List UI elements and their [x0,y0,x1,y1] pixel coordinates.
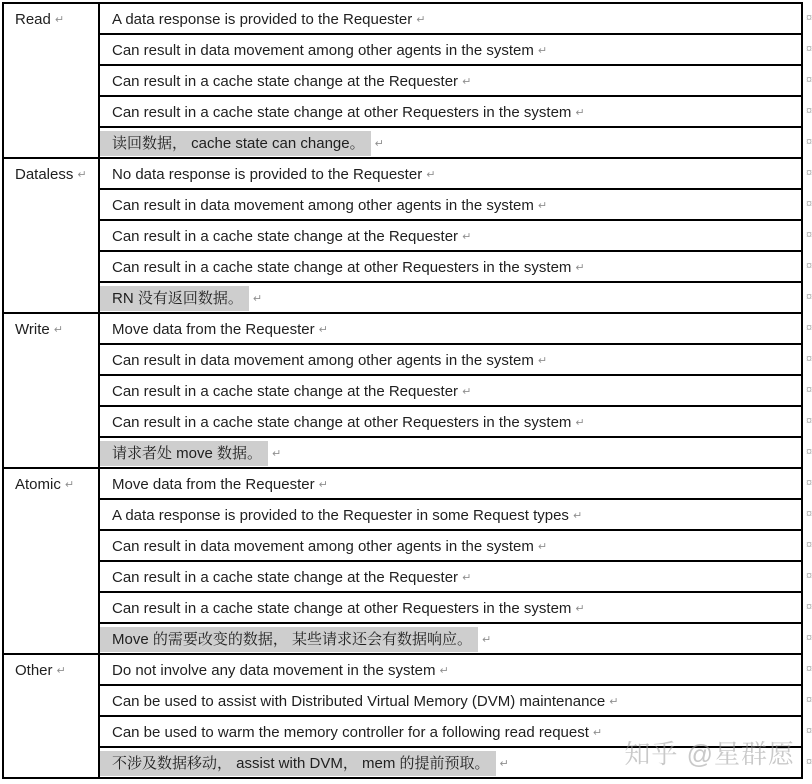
table-row [100,4,812,35]
row-text: 请求者处 move 数据。 [100,441,268,466]
row-end-marker-icon: ¤ [806,353,812,365]
table-row [100,128,812,157]
row-end-marker-icon: ¤ [806,136,812,148]
row-end-marker-icon: ¤ [806,291,812,303]
row-text: No data response is provided to the Requester [112,166,423,183]
paragraph-return-icon: ↵ [575,417,585,429]
row-text: Can result in a cache state change at other Requesters in the system [112,259,572,276]
paragraph-return-icon: ↵ [318,479,328,491]
row-text: 不涉及数据移动， assist with DVM， mem 的提前预取。 [100,751,496,776]
description-rows [100,159,812,312]
paragraph-return-icon: ↵ [537,541,548,553]
paragraph-return-icon: ↵ [537,355,548,367]
row-text: Move data from the Requester [112,321,315,338]
paragraph-return-icon: ↵ [575,603,585,615]
row-end-marker-icon: ¤ [806,756,812,768]
table-row [100,624,812,653]
table-row [100,159,812,190]
row-end-marker-icon: ¤ [806,725,812,737]
row-text: Can result in data movement among other agents in the system [112,197,534,214]
table-row [100,655,812,686]
row-text: A data response is provided to the Requester [112,11,413,28]
table-row [100,686,812,717]
paragraph-return-icon: ↵ [272,448,282,460]
row-end-marker-icon: ¤ [806,539,812,551]
row-end-marker-icon: ¤ [806,663,812,675]
table-row [100,97,812,128]
table-row [100,500,812,531]
category-block [4,469,812,655]
paragraph-return-icon: ↵ [54,14,65,26]
description-rows [100,4,812,157]
row-text: 读回数据， cache state can change。 [100,131,371,156]
table-row [100,314,812,345]
category-cell [4,469,100,653]
category-block [4,4,812,159]
paragraph-return-icon: ↵ [592,727,603,739]
table-row [100,469,812,500]
paragraph-return-icon: ↵ [609,696,619,708]
row-text: Do not involve any data movement in the system [112,662,436,679]
paragraph-return-icon: ↵ [482,634,492,646]
transaction-types-table [2,2,812,779]
row-end-marker-icon: ¤ [806,198,812,210]
table-row [100,283,812,312]
paragraph-return-icon: ↵ [537,45,548,57]
paragraph-return-icon: ↵ [537,200,548,212]
table-row [100,252,812,283]
row-text: Move data from the Requester [112,476,315,493]
row-text: Can result in a cache state change at other Requesters in the system [112,600,572,617]
table-row [100,345,812,376]
paragraph-return-icon: ↵ [374,138,384,150]
row-end-marker-icon: ¤ [806,105,812,117]
category-label: Dataless [15,166,74,183]
paragraph-return-icon: ↵ [575,107,585,119]
paragraph-return-icon: ↵ [426,169,436,181]
category-block [4,314,812,469]
table-row [100,66,812,97]
row-text: Can result in a cache state change at the Requester [112,569,459,586]
category-block [4,159,812,314]
row-text: Can result in data movement among other agents in the system [112,538,534,555]
row-end-marker-icon: ¤ [806,229,812,241]
category-cell [4,4,100,157]
paragraph-return-icon: ↵ [462,231,472,243]
table-row [100,376,812,407]
row-end-marker-icon: ¤ [806,167,812,179]
row-text: Can be used to warm the memory controller for a following read request [112,724,589,741]
category-cell [4,159,100,312]
row-end-marker-icon: ¤ [806,570,812,582]
row-text: Can result in a cache state change at the Requester [112,228,459,245]
paragraph-return-icon: ↵ [575,262,585,274]
row-text: Can be used to assist with Distributed Virtual Memory (DVM) maintenance [112,693,606,710]
row-text: A data response is provided to the Requester in some Request types [112,507,569,524]
table-row [100,407,812,438]
paragraph-return-icon: ↵ [499,758,509,770]
paragraph-return-icon: ↵ [53,324,63,336]
category-label: Atomic [15,476,61,493]
row-end-marker-icon: ¤ [806,477,812,489]
paragraph-return-icon: ↵ [439,665,449,677]
row-text: Can result in a cache state change at the Requester [112,73,459,90]
category-label: Other [15,662,53,679]
table-row [100,221,812,252]
table-row [100,531,812,562]
row-end-marker-icon: ¤ [806,415,812,427]
row-text: Can result in a cache state change at the Requester [112,383,459,400]
paragraph-return-icon: ↵ [462,386,472,398]
paragraph-return-icon: ↵ [462,76,472,88]
paragraph-return-icon: ↵ [462,572,472,584]
paragraph-return-icon: ↵ [318,324,328,336]
row-end-marker-icon: ¤ [806,694,812,706]
row-text: RN 没有返回数据。 [100,286,249,311]
row-end-marker-icon: ¤ [806,74,812,86]
category-cell [4,655,100,777]
row-end-marker-icon: ¤ [806,12,812,24]
watermark: 知乎 @星群愿 [624,739,795,769]
table-row [100,190,812,221]
row-text: Can result in data movement among other agents in the system [112,352,534,369]
row-end-marker-icon: ¤ [806,260,812,272]
paragraph-return-icon: ↵ [572,510,583,522]
paragraph-return-icon: ↵ [56,665,66,677]
row-text: Can result in a cache state change at other Requesters in the system [112,414,572,431]
row-end-marker-icon: ¤ [806,508,812,520]
row-end-marker-icon: ¤ [806,632,812,644]
row-end-marker-icon: ¤ [806,384,812,396]
table-row [100,562,812,593]
table-row [100,35,812,66]
row-end-marker-icon: ¤ [806,601,812,613]
paragraph-return-icon: ↵ [64,479,75,491]
category-label: Read [15,11,51,28]
row-end-marker-icon: ¤ [806,322,812,334]
paragraph-return-icon: ↵ [77,169,87,181]
category-cell [4,314,100,467]
paragraph-return-icon: ↵ [252,293,263,305]
paragraph-return-icon: ↵ [416,14,426,26]
description-rows [100,314,812,467]
row-end-marker-icon: ¤ [806,43,812,55]
row-text: Move 的需要改变的数据， 某些请求还会有数据响应。 [100,627,478,652]
row-end-marker-icon: ¤ [806,446,812,458]
description-rows [100,469,812,653]
row-text: Can result in data movement among other agents in the system [112,42,534,59]
table-row [100,438,812,467]
table-row [100,593,812,624]
category-label: Write [15,321,50,338]
row-text: Can result in a cache state change at other Requesters in the system [112,104,572,121]
